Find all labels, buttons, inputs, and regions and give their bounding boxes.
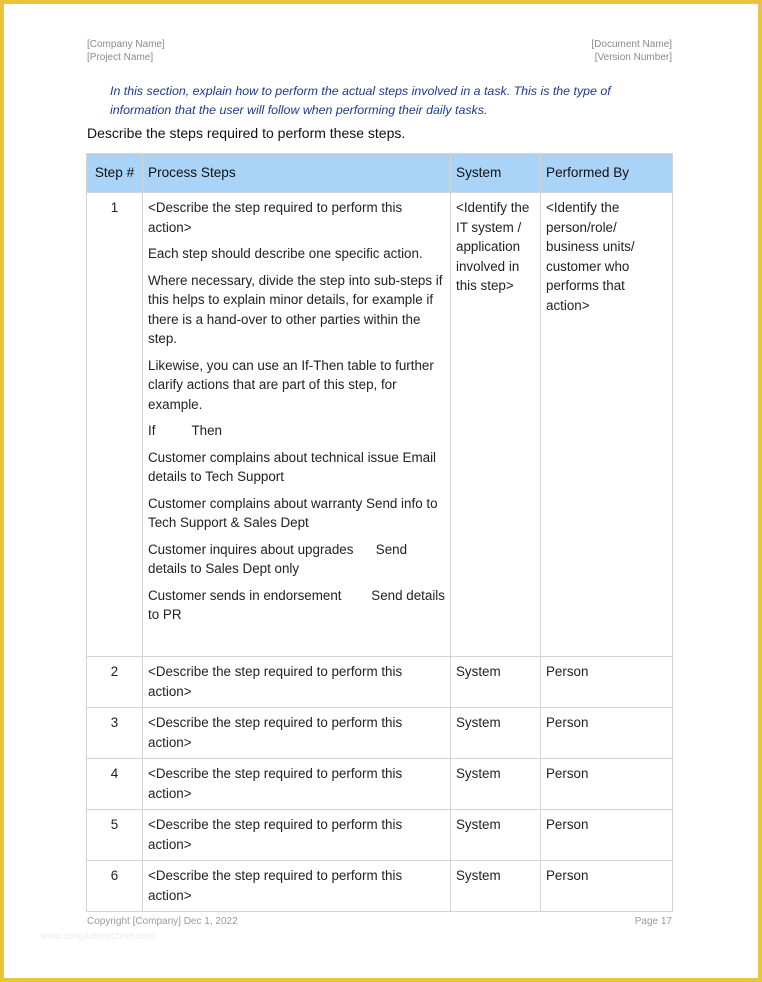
project-name: [Project Name]: [87, 52, 154, 63]
step-paragraph: <Describe the step required to perform this action>: [148, 200, 403, 235]
performed-by-cell: Person: [541, 708, 673, 759]
step-number: 3: [87, 708, 143, 759]
step-number: 2: [87, 657, 143, 708]
header-right: [591, 38, 672, 64]
performed-by-cell: <Identify the person/role/ business units/ customer who performs that action>: [541, 193, 673, 657]
table-header-row: [87, 154, 673, 193]
process-step-cell: <Describe the step required to perform this action>: [143, 861, 451, 912]
step-number: 1: [87, 193, 143, 657]
system-cell: System: [451, 657, 541, 708]
then-label: Then: [191, 423, 222, 438]
process-step-cell: <Describe the step required to perform this action>: [143, 657, 451, 708]
table-row: [87, 810, 673, 861]
document-page: [4, 4, 758, 978]
if-then-condition: Customer inquires about upgrades Send details to Sales Dept only: [148, 541, 411, 576]
footer-page-number: Page 17: [634, 916, 672, 927]
system-cell: System: [451, 759, 541, 810]
process-step-cell: <Describe the step required to perform this action>: [143, 708, 451, 759]
if-then-condition: Customer complains about warranty Send info to Tech Support & Sales Dept: [148, 495, 438, 530]
table-row: [87, 708, 673, 759]
if-label: If: [148, 423, 156, 438]
version-number: [Version Number]: [594, 52, 672, 63]
if-then-condition: Customer complains about technical issue Email details to Tech Support: [148, 449, 437, 484]
step-number: 4: [87, 759, 143, 810]
if-then-condition: Customer sends in endorsement Send details to PR: [148, 587, 449, 622]
table-row: [87, 861, 673, 912]
col-header-system: System: [451, 154, 541, 193]
col-header-process: Process Steps: [143, 154, 451, 193]
system-cell: System: [451, 861, 541, 912]
table-row: [87, 193, 673, 657]
step-paragraph: Where necessary, divide the step into sub-steps if this helps to explain minor details, for example if there is a hand-over to other parties within the step.: [148, 272, 443, 346]
system-cell: <Identify the IT system / application involved in this step>: [451, 193, 541, 657]
step-paragraph: Each step should describe one specific action.: [148, 246, 423, 261]
step-number: 5: [87, 810, 143, 861]
step-paragraph: Likewise, you can use an If-Then table to further clarify actions that are part of this step, for example.: [148, 357, 434, 412]
performed-by-cell: Person: [541, 861, 673, 912]
performed-by-cell: Person: [541, 759, 673, 810]
performed-by-cell: Person: [541, 810, 673, 861]
section-lead: Describe the steps required to perform these steps.: [87, 125, 406, 141]
footer-copyright: Copyright [Company] Dec 1, 2022: [87, 916, 238, 927]
col-header-step: Step #: [87, 154, 143, 193]
process-steps-table: [86, 153, 673, 912]
process-step-cell: <Describe the step required to perform this action>: [143, 810, 451, 861]
step-number: 6: [87, 861, 143, 912]
system-cell: System: [451, 708, 541, 759]
process-step-cell: <Describe the step required to perform this action>: [143, 759, 451, 810]
system-cell: System: [451, 810, 541, 861]
watermark: www.templatearchive.com: [40, 931, 157, 942]
process-step-cell: [143, 193, 451, 657]
header-left: [87, 38, 165, 64]
performed-by-cell: Person: [541, 657, 673, 708]
instruction-note: In this section, explain how to perform the actual steps involved in a task. This is the type of information that the user will follow when performing their daily tasks.: [110, 84, 611, 117]
document-name: [Document Name]: [591, 39, 672, 50]
if-then-header: [148, 421, 445, 441]
table-row: [87, 657, 673, 708]
company-name: [Company Name]: [87, 39, 165, 50]
table-row: [87, 759, 673, 810]
col-header-performed-by: Performed By: [541, 154, 673, 193]
